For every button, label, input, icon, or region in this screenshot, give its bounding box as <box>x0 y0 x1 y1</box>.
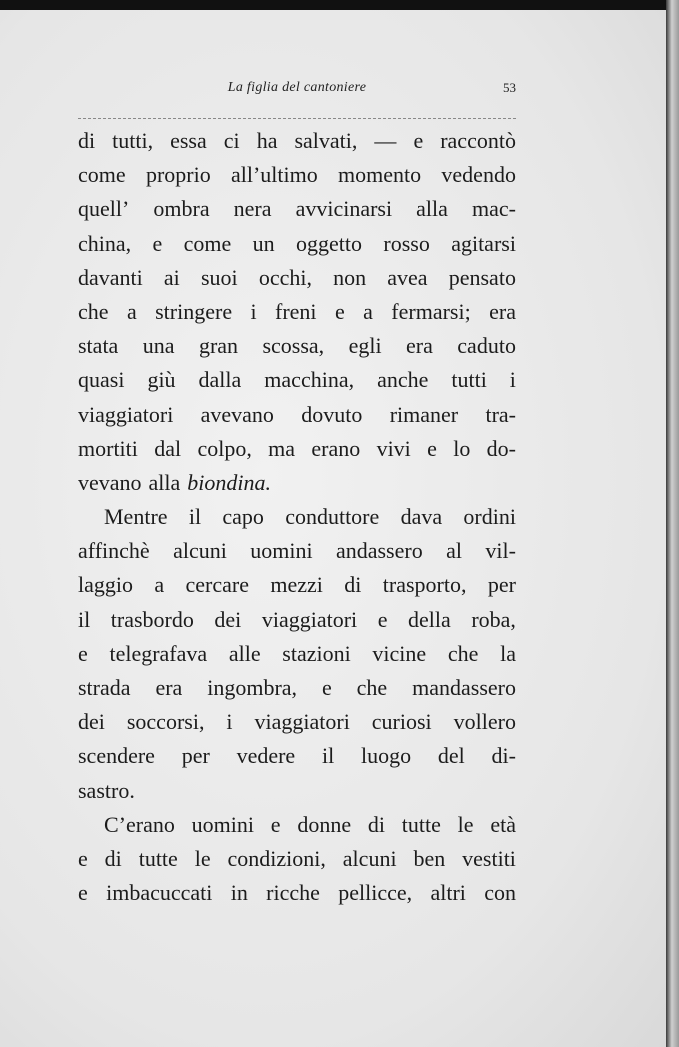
text-line <box>78 398 516 432</box>
word: dei <box>78 709 105 735</box>
word: alcuni <box>342 845 397 871</box>
word: dalla <box>198 367 242 393</box>
word: laggio <box>78 572 133 598</box>
word: avvicinarsi <box>295 196 393 222</box>
word: di <box>344 572 362 598</box>
word: curiosi <box>371 709 432 735</box>
word: vivi <box>376 435 411 461</box>
word: per <box>487 572 516 598</box>
word: gran <box>198 333 239 359</box>
word: tutti, <box>112 128 154 153</box>
word: alcuni <box>173 538 227 564</box>
word: mac- <box>472 196 516 222</box>
word: Mentre <box>104 504 168 530</box>
word: una <box>142 333 175 359</box>
text-line <box>78 534 516 568</box>
word: in <box>230 880 248 906</box>
word: essa <box>170 128 207 153</box>
word: ricche <box>266 880 320 906</box>
word: pensato <box>448 264 516 290</box>
word: tutti <box>451 367 487 393</box>
header-rule <box>78 118 516 119</box>
word: ai <box>163 264 180 290</box>
word: e <box>270 811 281 837</box>
page-number: 53 <box>503 80 516 95</box>
word: e <box>413 128 424 153</box>
word: sastro. <box>78 777 135 803</box>
word: viaggiatori <box>78 401 174 427</box>
word: china, <box>78 230 132 256</box>
word: della <box>408 606 451 632</box>
word: che <box>447 640 479 666</box>
word: affinchè <box>78 538 150 564</box>
word: mortiti <box>78 435 138 461</box>
word: biondina. <box>187 469 272 495</box>
word: dei <box>214 606 242 632</box>
word: C’erano <box>104 811 175 837</box>
word: donne <box>297 811 352 837</box>
word: vedendo <box>441 162 516 188</box>
word: trasbordo <box>110 606 194 632</box>
word: il <box>321 743 335 769</box>
word: e <box>427 435 437 461</box>
word: dal <box>154 435 182 461</box>
word: tutte <box>401 811 441 837</box>
word: all’ultimo <box>230 162 318 188</box>
word: egli <box>348 333 382 359</box>
word: le <box>194 845 211 871</box>
word: per <box>181 743 210 769</box>
word: e <box>78 880 88 906</box>
text-line <box>78 329 516 363</box>
word: di- <box>491 743 516 769</box>
word: condizioni, <box>227 845 326 871</box>
word: vedere <box>236 743 296 769</box>
word: avevano <box>200 401 274 427</box>
word: ordini <box>463 504 516 530</box>
word: viaggiatori <box>254 709 350 735</box>
word: macchina, <box>264 367 355 393</box>
running-title: La figlia del cantoniere <box>227 80 367 95</box>
text-line <box>78 568 516 602</box>
text-line <box>78 432 516 466</box>
text-line <box>78 671 516 705</box>
text-line <box>78 158 516 192</box>
word: avea <box>387 264 428 290</box>
word: cercare <box>185 572 249 598</box>
word: ben <box>413 845 446 871</box>
word: come <box>78 162 126 188</box>
word: colpo, <box>197 435 252 461</box>
text-line <box>78 227 516 261</box>
word: i <box>509 367 516 393</box>
word: alla <box>148 469 181 495</box>
word: e <box>377 606 388 632</box>
word: alla <box>416 196 448 222</box>
word: telegrafava <box>109 640 208 666</box>
page-edge <box>666 0 679 1047</box>
word: occhi, <box>258 264 312 290</box>
word: vevano <box>78 469 142 495</box>
word: che <box>356 675 388 700</box>
word: davanti <box>78 264 143 290</box>
word: rosso <box>383 230 430 256</box>
word: era <box>406 333 433 359</box>
word: nera <box>233 196 272 222</box>
word: ha <box>256 128 278 153</box>
word: stringere <box>155 298 233 324</box>
word: a <box>126 298 137 324</box>
text-line <box>78 842 516 876</box>
word: era <box>155 675 183 700</box>
word: le <box>457 811 474 837</box>
text-line <box>78 637 516 671</box>
word: era <box>489 298 516 324</box>
word: pellicce, <box>338 880 413 906</box>
word: un <box>252 230 275 256</box>
word: rimaner <box>389 401 459 427</box>
word: i <box>250 298 257 324</box>
word: raccontò <box>440 128 516 153</box>
word: altri <box>430 880 466 906</box>
word: con <box>484 880 516 906</box>
word: mezzi <box>270 572 323 598</box>
word: stazioni <box>282 640 351 666</box>
word: non <box>333 264 367 290</box>
word: fermarsi; <box>391 298 471 324</box>
word: soccorsi, <box>126 709 205 735</box>
word: quell’ <box>78 196 130 222</box>
word: trasporto, <box>382 572 467 598</box>
word: vil- <box>485 538 516 564</box>
word: vollero <box>453 709 516 735</box>
word: ombra <box>153 196 210 222</box>
word: roba, <box>471 606 516 632</box>
word: andassero <box>335 538 423 564</box>
word: oggetto <box>296 230 363 256</box>
text-line <box>78 124 516 158</box>
word: di <box>367 811 385 837</box>
word: scendere <box>78 743 155 769</box>
text-line <box>78 876 516 910</box>
word: uomini <box>191 811 254 837</box>
word: tutte <box>138 845 178 871</box>
word: viaggiatori <box>261 606 358 632</box>
word: ma <box>268 435 296 461</box>
word: erano <box>311 435 361 461</box>
word: — <box>374 128 397 153</box>
text-line <box>78 808 516 842</box>
word: proprio <box>145 162 211 188</box>
word: anche <box>377 367 429 393</box>
word: imbacuccati <box>106 880 213 906</box>
word: il <box>78 606 91 632</box>
word: di <box>104 845 122 871</box>
word: strada <box>78 675 131 700</box>
text-line <box>78 774 516 808</box>
word: ingombra, <box>207 675 298 700</box>
word: luogo <box>360 743 412 769</box>
word: vestiti <box>462 845 516 871</box>
word: freni <box>275 298 317 324</box>
word: età <box>490 811 516 837</box>
word: e <box>334 298 345 324</box>
word: mandassero <box>412 675 516 700</box>
word: a <box>363 298 373 324</box>
text-line <box>78 705 516 739</box>
word: la <box>500 640 516 666</box>
word: il <box>188 504 202 530</box>
word: giù <box>147 367 176 393</box>
word: agitarsi <box>451 230 516 256</box>
page-header <box>78 80 516 104</box>
word: come <box>183 230 232 256</box>
word: del <box>437 743 465 769</box>
word: e <box>152 230 163 256</box>
word: do- <box>486 435 516 461</box>
word: di <box>78 128 96 153</box>
word: dovuto <box>301 401 363 427</box>
word: e <box>78 640 88 666</box>
word: vicine <box>372 640 427 666</box>
text-line <box>78 739 516 773</box>
word: conduttore <box>285 504 380 530</box>
word: e <box>78 845 88 871</box>
word: ci <box>223 128 240 153</box>
text-line <box>78 261 516 295</box>
text-line <box>78 603 516 637</box>
text-line <box>78 363 516 397</box>
word: che <box>78 298 109 324</box>
text-line <box>78 295 516 329</box>
word: lo <box>453 435 471 461</box>
word: caduto <box>457 333 516 359</box>
word: stata <box>78 333 119 359</box>
word: capo <box>222 504 264 530</box>
word: suoi <box>200 264 238 290</box>
body-text <box>78 124 516 910</box>
word: quasi <box>78 367 125 393</box>
word: e <box>321 675 332 700</box>
text-line <box>78 466 516 500</box>
word: alle <box>228 640 261 666</box>
word: scossa, <box>262 333 325 359</box>
word: i <box>226 709 233 735</box>
word: a <box>154 572 165 598</box>
word: salvati, <box>294 128 358 153</box>
text-line <box>78 192 516 226</box>
word: tra- <box>485 401 516 427</box>
word: al <box>446 538 462 564</box>
text-line <box>78 500 516 534</box>
word: uomini <box>250 538 313 564</box>
word: momento <box>338 162 422 188</box>
word: dava <box>400 504 443 530</box>
